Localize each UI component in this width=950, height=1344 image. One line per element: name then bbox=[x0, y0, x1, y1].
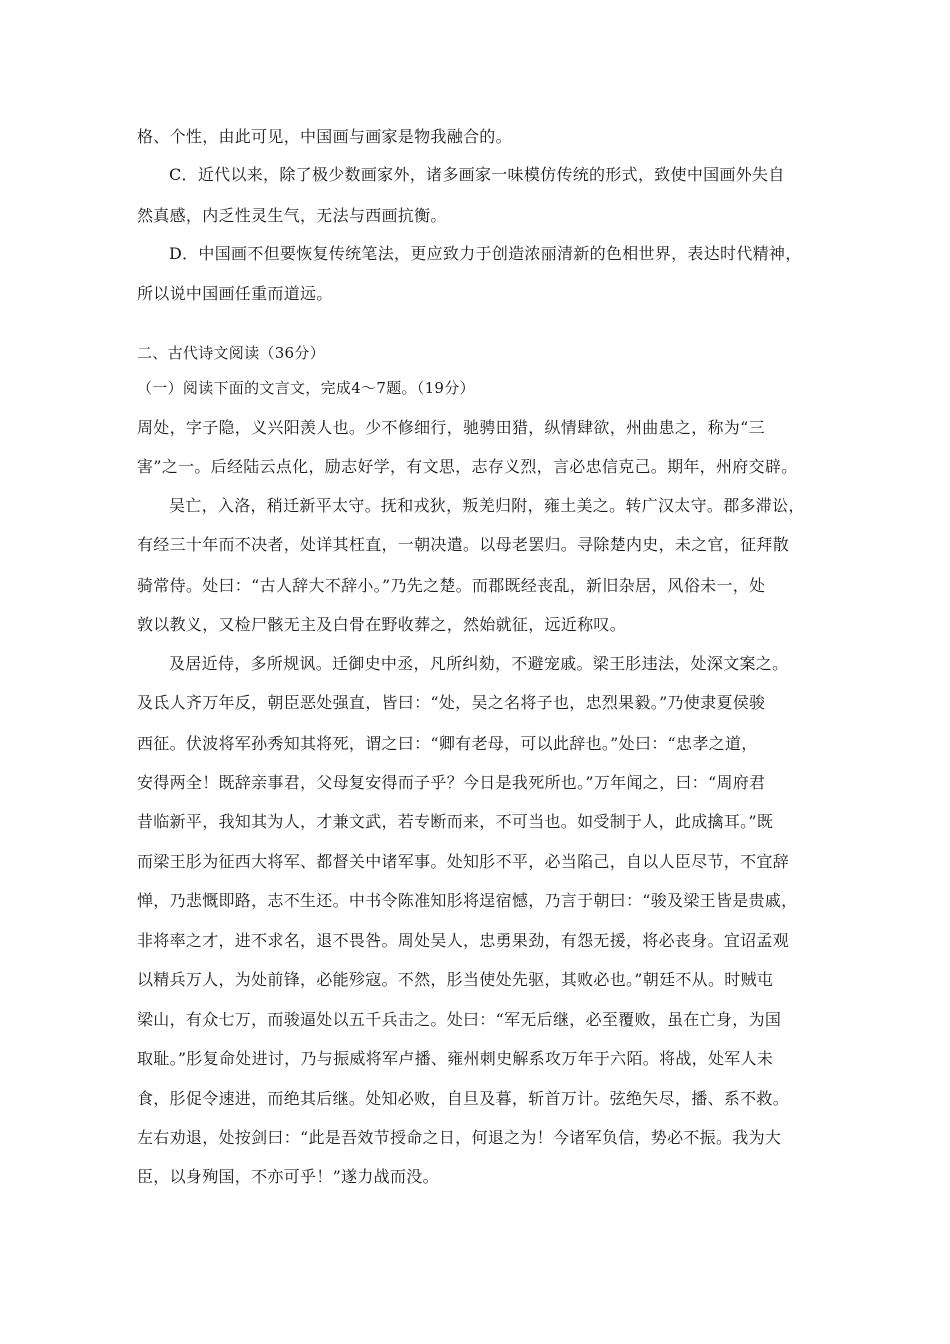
passage-line: 食，肜促令速进，而绝其后继。处知必败，自旦及暮，斩首万计。弦绝矢尽，播、系不救。 bbox=[137, 1089, 790, 1108]
passage-line: 敦以教义，又检尸骸无主及白骨在野收葬之，然始就征，远近称叹。 bbox=[137, 615, 627, 634]
text-line: 格、个性，由此可见，中国画与画家是物我融合的。 bbox=[137, 127, 512, 146]
passage-line: 以精兵万人，为处前锋，必能殄寇。不然，肜当使处先驱，其败必也。”朝廷不从。时贼屯 bbox=[137, 970, 774, 989]
option-c-line-1: C．近代以来，除了极少数画家外，诸多画家一味模仿传统的形式，致使中国画外失自 bbox=[169, 165, 785, 184]
passage-line: 昔临新平，我知其为人，才兼文武，若专断而来，不可当也。如受制于人，此成擒耳。”既 bbox=[137, 812, 774, 831]
question-instruction: （一）阅读下面的文言文，完成4～7题。（19分） bbox=[137, 379, 475, 397]
passage-line: 骑常侍。处曰：“古人辞大不辞小。”乃先之楚。而郡既经丧乱，新旧杂居，风俗未一，处 bbox=[137, 576, 766, 595]
passage-line: 有经三十年而不决者，处详其枉直，一朝决遣。以母老罢归。寻除楚内史，未之官，征拜散 bbox=[137, 535, 790, 554]
passage-line: 梁山，有众七万，而骏逼处以五千兵击之。处曰：“军无后继，必至覆败，虽在亡身，为国 bbox=[137, 1010, 782, 1029]
option-d-line-2: 所以说中国画任重而道远。 bbox=[137, 284, 333, 303]
passage-line: 及居近侍，多所规讽。迁御史中丞，凡所纠劾，不避宠戚。梁王肜违法，处深文案之。 bbox=[169, 654, 789, 673]
passage-line: 安得两全！既辞亲事君，父母复安得而子乎？今日是我死所也。”万年闻之，曰：“周府君 bbox=[137, 773, 766, 792]
passage-line: 惮，乃悲慨即路，志不生还。中书令陈准知肜将逞宿憾，乃言于朝曰：“骏及梁王皆是贵戚， bbox=[137, 891, 798, 910]
option-d-line-1: D．中国画不但要恢复传统笔法，更应致力于创造浓丽清新的色相世界，表达时代精神， bbox=[169, 244, 802, 263]
passage-line: 非将率之才，进不求名，退不畏咎。周处吴人，忠勇果劲，有怨无援，将必丧身。宜诏孟观 bbox=[137, 931, 790, 950]
passage-line: 西征。伏波将军孙秀知其将死，谓之曰：“卿有老母，可以此辞也。”处曰：“忠孝之道， bbox=[137, 734, 758, 753]
passage-line: 周处，字子隐，义兴阳羡人也。少不修细行，驰骋田猎，纵情肆欲，州曲患之，称为“三 bbox=[137, 418, 765, 437]
passage-line: 而梁王肜为征西大将军、都督关中诸军事。处知肜不平，必当陷己，自以人臣尽节，不宜辞 bbox=[137, 852, 790, 871]
option-c-line-2: 然真感，内乏性灵生气，无法与西画抗衡。 bbox=[137, 206, 447, 225]
passage-line: 左右劝退，处按剑曰：“此是吾效节授命之日，何退之为！今诸军负信，势必不振。我为大 bbox=[137, 1128, 782, 1147]
passage-line: 取耻。”肜复命处进讨，乃与振威将军卢播、雍州刺史解系攻万年于六陌。将战，处军人未 bbox=[137, 1049, 774, 1068]
passage-line: 及氐人齐万年反，朝臣恶处强直，皆曰：“处，吴之名将子也，忠烈果毅。”乃使隶夏侯骏 bbox=[137, 693, 766, 712]
section-heading: 二、古代诗文阅读（36分） bbox=[137, 344, 325, 362]
passage-line: 臣，以身殉国，不亦可乎！”遂力战而没。 bbox=[137, 1167, 439, 1186]
passage-line: 吴亡，入洛，稍迁新平太守。抚和戎狄，叛羌归附，雍土美之。转广汉太守。郡多滞讼， bbox=[169, 496, 805, 515]
passage-line: 害”之一。后经陆云点化，励志好学，有文思，志存义烈，言必忠信克己。期年，州府交辟。 bbox=[137, 457, 798, 476]
